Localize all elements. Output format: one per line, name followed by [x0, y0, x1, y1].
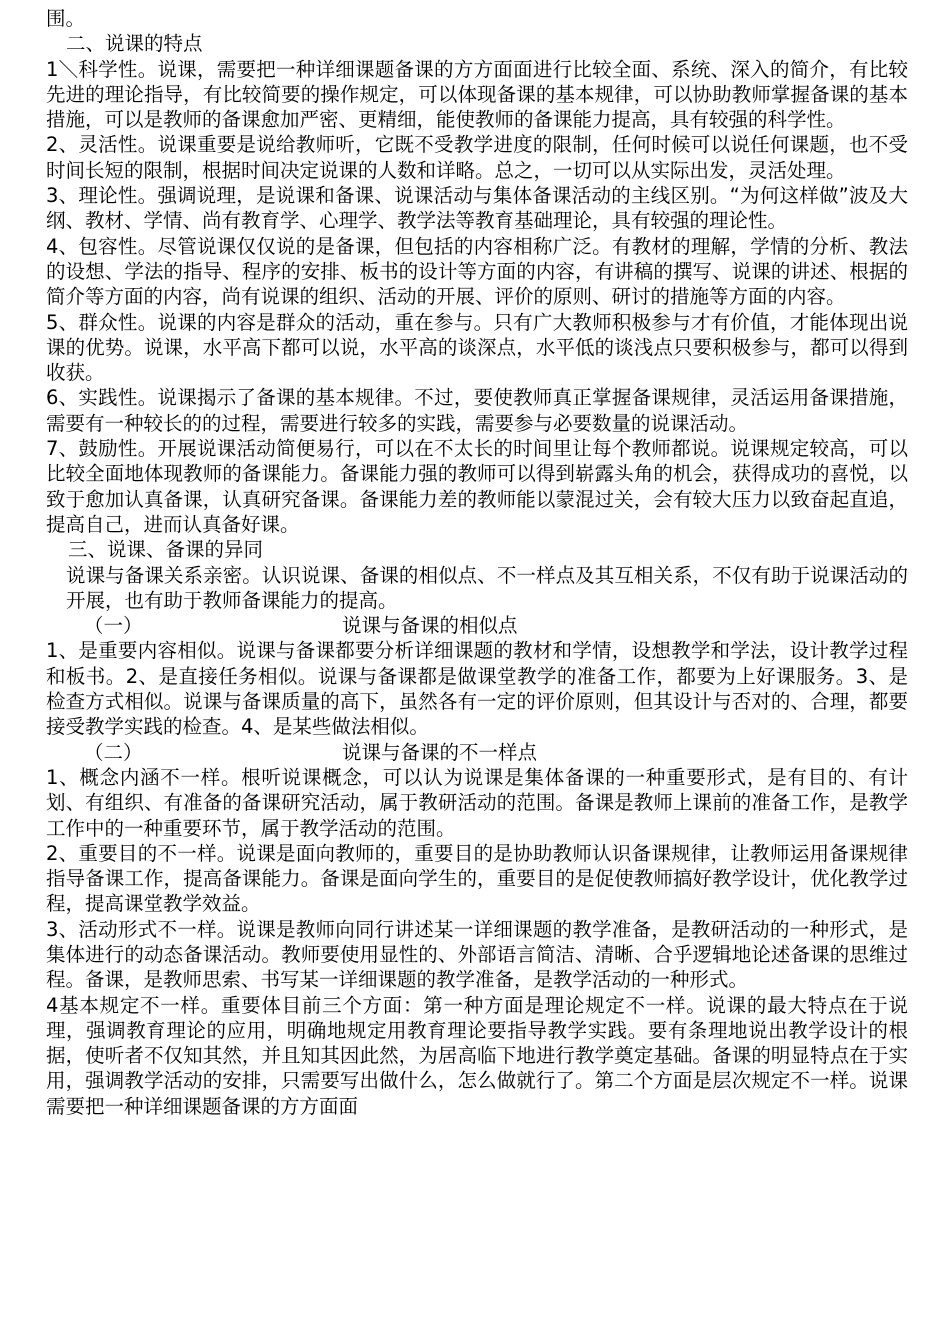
- paragraph-continuation: 围。: [46, 7, 86, 30]
- paragraph-relationship: 说课与备课关系亲密。认识说课、备课的相似点、不一样点及其互相关系，不仅有助于说课活动的开展，也有助于教师备课能力的提高。: [66, 563, 908, 612]
- paragraph-requirement-difference: 4基本规定不一样。重要体目前三个方面：第一种方面是理论规定不一样。说课的最大特点在于说理，强调教育理论的应用，明确地规定用教育理论要指导教学实践。要有条理地说出教学设计的根据，使听者不仅知其然，并且知其因此然，为居高临下地进行教学奠定基础。备课的明显特点在于实用，强调教学活动的安排，只需要写出做什么，怎么做就行了。第二个方面是层次规定不一样。说课需要把一种详细课题备课的方方面面: [46, 993, 908, 1118]
- section-heading-2: 二、说课的特点: [66, 32, 203, 56]
- paragraph-form-difference: 3、活动形式不一样。说课是教师向同行讲述某一详细课题的教学准备，是教研活动的一种形式，是集体进行的动态备课活动。教师要使用显性的、外部语言简洁、清晰、合乎逻辑地论述备课的思维过程。备课，是教师思索、书写某一详细课题的教学准备，是教学活动的一种形式。: [46, 917, 908, 992]
- paragraph-practical: 6、实践性。说课揭示了备课的基本规律。不过，要使教师真正掌握备课规律，灵活运用备课措施，需要有一种较长的的过程，需要进行较多的实践，需要参与必要数量的说课活动。: [46, 386, 908, 435]
- paragraph-encouraging: 7、鼓励性。开展说课活动简便易行，可以在不太长的时间里让每个教师都说。说课规定较高，可以比较全面地体现教师的备课能力。备课能力强的教师可以得到崭露头角的机会，获得成功的喜悦，以致于愈加认真备课，认真研究备课。备课能力差的教师能以蒙混过关，会有较大压力以致奋起直追，提高自己，进而认真备好课。: [46, 437, 908, 536]
- subheading-title: 说课与备课的不一样点: [342, 740, 538, 764]
- paragraph-similarities: 1、是重要内容相似。说课与备课都要分析详细课题的教材和学情，设想教学和学法，设计教学过程和板书。2、是直接任务相似。说课与备课都是做课堂教学的准备工作，都要为上好课服务。3、是检查方式相似。说课与备课质量的高下，虽然各有一定的评价原则，但其设计与否对的、合理，都要接受教学实践的检查。4、是某些做法相似。: [46, 639, 908, 739]
- paragraph-inclusive: 4、包容性。尽管说课仅仅说的是备课，但包括的内容相称广泛。有教材的理解，学情的分析、教法的设想、学法的指导、程序的安排、板书的设计等方面的内容，有讲稿的撰写、说课的讲述、根据的简介等方面的内容，尚有说课的组织、活动的开展、评价的原则、研讨的措施等方面的内容。: [46, 234, 908, 309]
- subheading-title: 说课与备课的相似点: [342, 614, 518, 638]
- paragraph-scientific: 1＼科学性。说课，需要把一种详细课题备课的方方面面进行比较全面、系统、深入的简介，有比较先进的理论指导，有比较简要的操作规定，可以体现备课的基本规律，可以协助教师掌握备课的基本措施，可以是教师的备课愈加严密、更精细，能使教师的备课能力提高，具有较强的科学性。: [46, 57, 908, 132]
- paragraph-theoretical: 3、理论性。强调说理，是说课和备课、说课活动与集体备课活动的主线区别。“为何这样做”波及大纲、教材、学情、尚有教育学、心理学、教学法等教育基础理论，具有较强的理论性。: [46, 184, 908, 233]
- section-heading-3: 三、说课、备课的异同: [68, 538, 264, 562]
- subheading-number: （一）: [84, 614, 143, 638]
- paragraph-flexible: 2、灵活性。说课重要是说给教师听，它既不受教学进度的限制，任何时候可以说任何课题，也不受时间长短的限制，根据时间决定说课的人数和详略。总之，一切可以从实际出发，灵活处理。: [46, 133, 908, 182]
- subheading-number: （二）: [84, 740, 143, 764]
- subheading-similarities: [46, 613, 908, 638]
- paragraph-concept-difference: 1、概念内涵不一样。根听说课概念，可以认为说课是集体备课的一种重要形式，是有目的、有计划、有组织、有准备的备课研究活动，属于教研活动的范围。备课是教师上课前的准备工作，是教学工作中的一种重要环节，属于教学活动的范围。: [46, 765, 908, 840]
- paragraph-purpose-difference: 2、重要目的不一样。说课是面向教师的，重要目的是协助教师认识备课规律，让教师运用备课规律指导备课工作，提高备课能力。备课是面向学生的，重要目的是促使教师搞好教学设计，优化教学过程，提高课堂教学效益。: [46, 841, 908, 916]
- subheading-differences: [46, 740, 908, 765]
- paragraph-mass: 5、群众性。说课的内容是群众的活动，重在参与。只有广大教师积极参与才有价值，才能体现出说课的优势。说课，水平高下都可以说，水平高的谈深点，水平低的谈浅点只要积极参与，都可以得到收获。: [46, 310, 908, 385]
